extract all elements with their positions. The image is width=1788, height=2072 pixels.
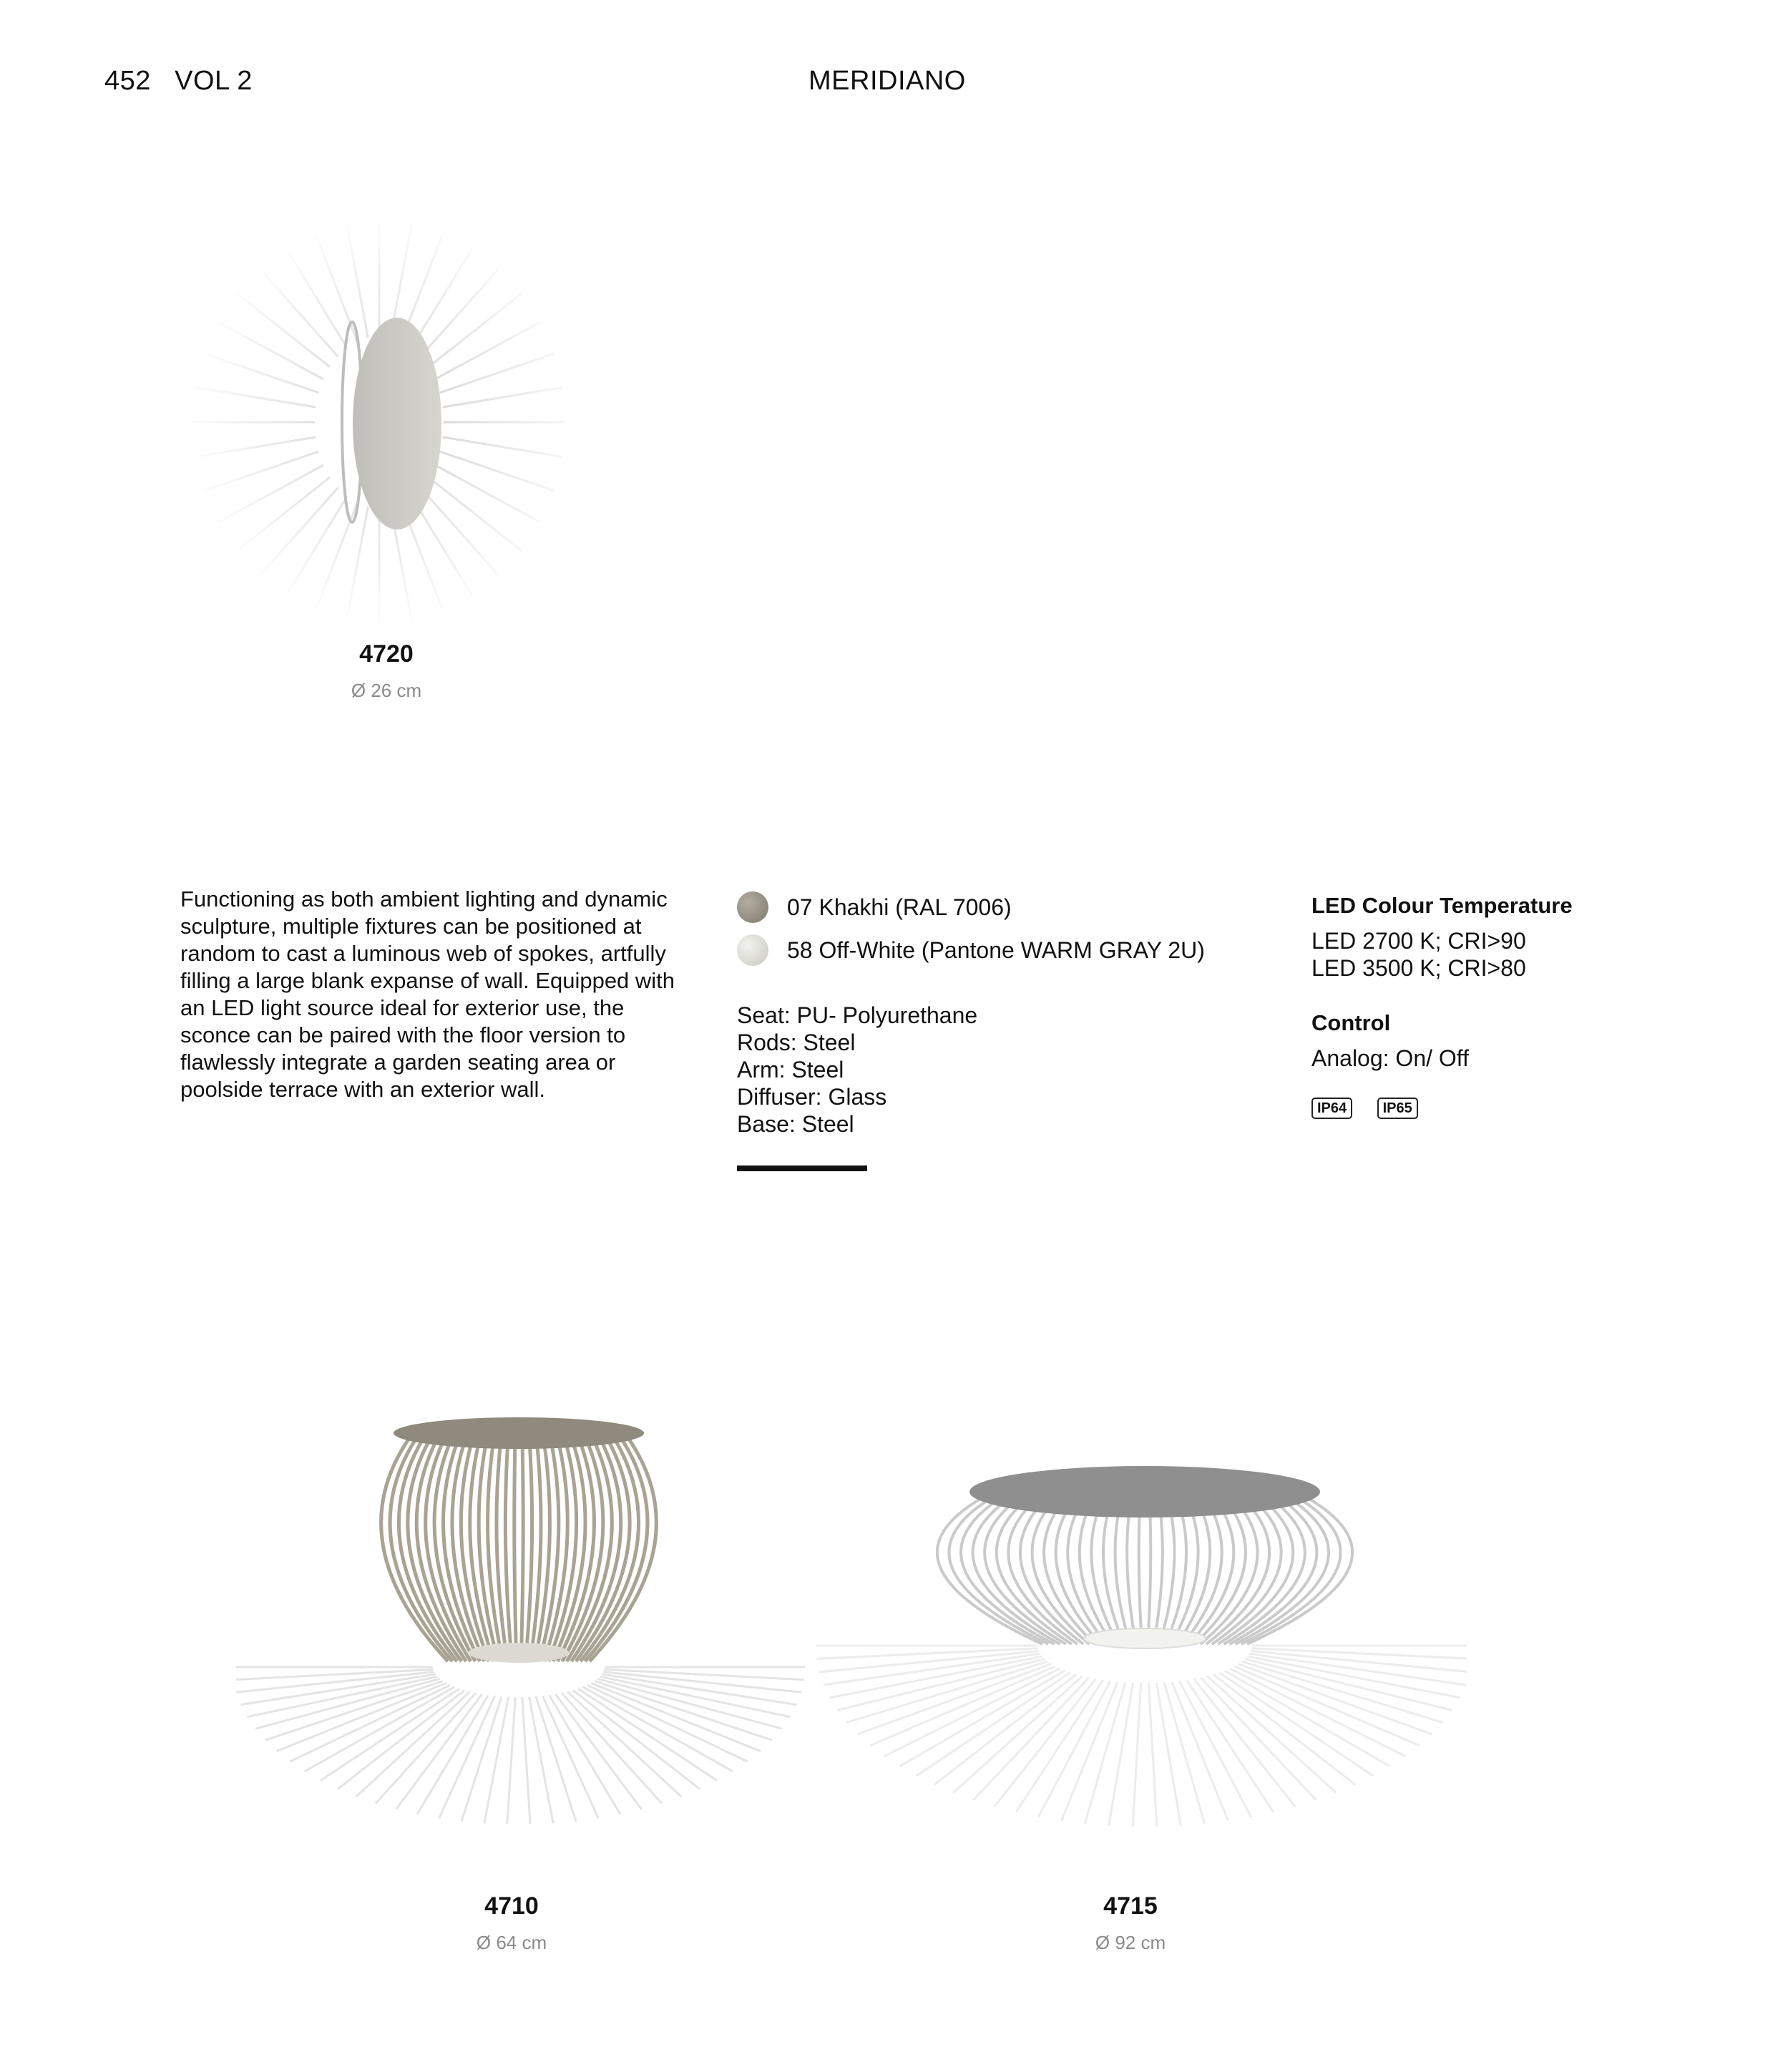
light-ray xyxy=(507,1697,515,1824)
light-ray xyxy=(917,1673,1070,1776)
light-ray xyxy=(248,1676,438,1716)
materials-list xyxy=(737,1002,977,1138)
section-divider xyxy=(737,1166,867,1171)
cage-rod xyxy=(526,1438,532,1661)
cage-rod xyxy=(1127,1495,1136,1644)
ip-badges xyxy=(1311,1098,1573,1119)
finish-khaki xyxy=(737,890,1205,924)
finish-label: 58 Off-White (Pantone WARM GRAY 2U) xyxy=(787,937,1205,963)
light-ray xyxy=(1164,1683,1204,1824)
led-line: LED 2700 K; CRI>90 xyxy=(1311,928,1526,954)
light-ray xyxy=(1219,1673,1373,1776)
light-ray xyxy=(1248,1656,1460,1698)
led-line: LED 3500 K; CRI>80 xyxy=(1311,955,1526,981)
light-ray xyxy=(1172,1682,1228,1821)
product-dimension-4720: Ø 26 cm xyxy=(351,680,422,701)
material-line: Rods: Steel xyxy=(737,1030,856,1055)
light-ray xyxy=(356,1692,470,1797)
cage-rod xyxy=(1148,1495,1151,1644)
volume-label: VOL 2 xyxy=(175,66,253,96)
product-code-4710: 4710 xyxy=(484,1892,539,1920)
cage-rod xyxy=(514,1438,517,1661)
light-ray xyxy=(549,1695,620,1814)
light-ray xyxy=(973,1678,1088,1800)
light-ray xyxy=(522,1697,530,1824)
khaki-swatch-icon xyxy=(737,891,768,923)
control-value: Analog: On/ Off xyxy=(1311,1045,1469,1071)
cage-rod xyxy=(521,1438,523,1661)
material-line: Arm: Steel xyxy=(737,1057,844,1083)
light-ray xyxy=(1225,1671,1390,1766)
product-code-4720: 4720 xyxy=(359,640,414,668)
material-line: Seat: PU- Polyurethane xyxy=(737,1002,978,1028)
floor-lamp-4710-image xyxy=(236,1395,808,1853)
light-ray xyxy=(600,1676,791,1716)
product-dimension-4710: Ø 64 cm xyxy=(476,1932,547,1953)
light-ray xyxy=(830,1656,1042,1698)
control-heading: Control xyxy=(1311,1010,1391,1035)
material-line: Base: Steel xyxy=(737,1111,854,1137)
finish-label: 07 Khakhi (RAL 7006) xyxy=(787,894,1012,920)
floor-lamp-4715-image xyxy=(808,1424,1467,1853)
light-ray xyxy=(1156,1683,1181,1825)
light-ray xyxy=(899,1671,1065,1766)
light-ray xyxy=(1038,1681,1110,1817)
page-number: 452 VOL 2 xyxy=(104,66,253,96)
page-title: MERIDIANO xyxy=(808,66,966,96)
cage-rod xyxy=(505,1438,512,1661)
light-ray xyxy=(1133,1683,1140,1826)
light-ray xyxy=(417,1695,488,1814)
cage-rod xyxy=(1153,1495,1163,1644)
light-ray xyxy=(1179,1681,1251,1817)
finish-offwhite xyxy=(737,933,1205,967)
ip64-badge: IP64 xyxy=(1311,1098,1352,1119)
light-ray xyxy=(1109,1683,1133,1825)
specs-panel xyxy=(1311,893,1573,1119)
material-line: Diffuser: Glass xyxy=(737,1084,887,1110)
ip65-badge: IP65 xyxy=(1377,1098,1418,1119)
light-ray xyxy=(567,1692,681,1797)
cage-rod xyxy=(1188,1495,1233,1644)
light-ray xyxy=(1201,1678,1316,1800)
finish-list xyxy=(737,890,1205,967)
cage-rod xyxy=(1139,1495,1142,1644)
light-ray xyxy=(1062,1682,1118,1821)
cage-rod xyxy=(1056,1495,1101,1644)
offwhite-swatch-icon xyxy=(737,934,768,966)
light-ray xyxy=(1148,1683,1156,1826)
led-heading: LED Colour Temperature xyxy=(1311,893,1573,918)
light-ray xyxy=(1085,1683,1125,1824)
product-description: Functioning as both ambient lighting and dynamic sculpture, multiple fixtures can be positioned at random to cast a luminous web of spokes, artfully filling a large blank expanse of wall. Equipped with an LED light source ideal for exterior use, the sconce can be paired with the floor version to flawlessly integrate a garden seating area or poolside terrace with an exterior wall. xyxy=(180,886,675,1102)
product-code-4715: 4715 xyxy=(1103,1892,1158,1920)
wall-sconce-image xyxy=(165,193,565,637)
product-dimension-4715: Ø 92 cm xyxy=(1095,1932,1166,1953)
